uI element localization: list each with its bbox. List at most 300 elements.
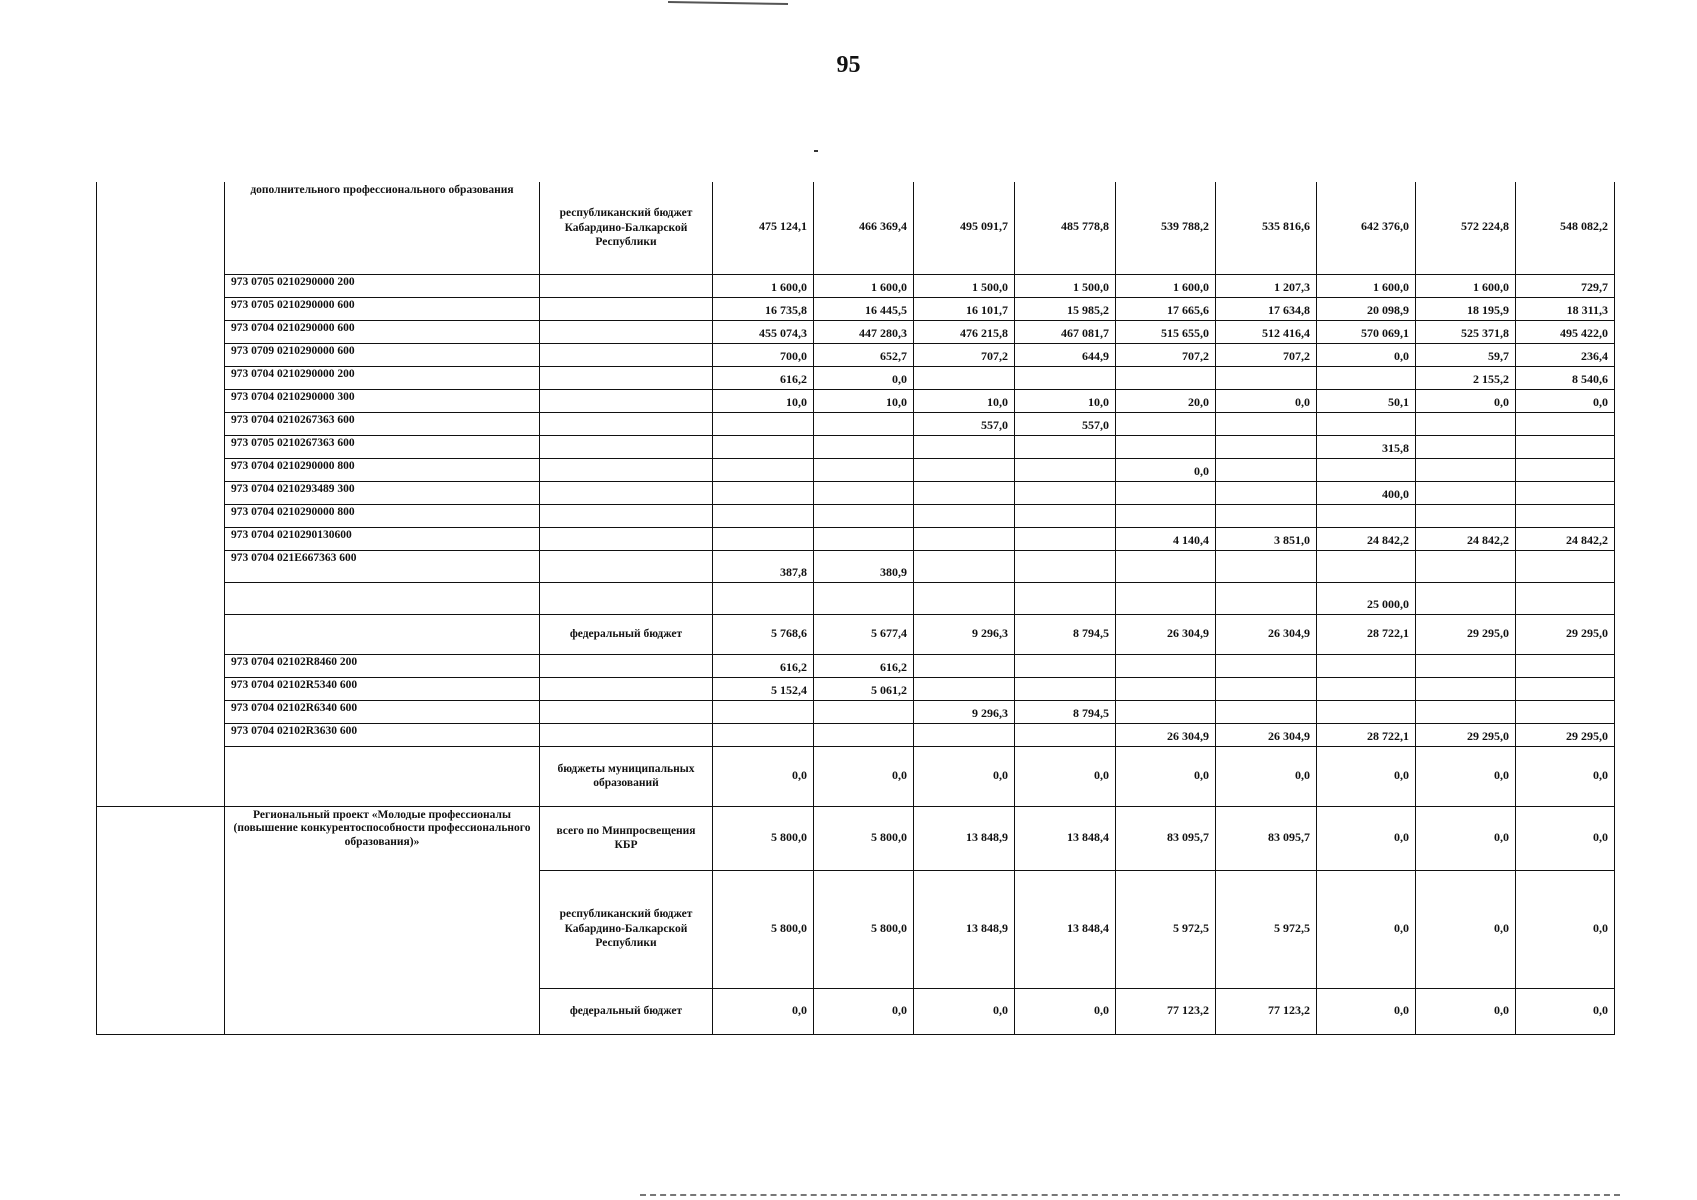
blank-cell <box>97 481 225 504</box>
amount-cell <box>1116 412 1216 435</box>
budget-code: 973 0709 0210290000 600 <box>225 343 540 366</box>
amount-cell <box>1416 412 1516 435</box>
amount-cell: 20 098,9 <box>1317 297 1416 320</box>
amount-cell: 25 000,0 <box>1317 582 1416 614</box>
amount-cell: 3 851,0 <box>1216 527 1317 550</box>
amount-cell: 1 500,0 <box>914 274 1015 297</box>
amount-cell: 0,0 <box>713 988 814 1034</box>
amount-cell <box>814 527 914 550</box>
amount-cell: 0,0 <box>1416 870 1516 988</box>
funding-source: всего по Минпросвещения КБР <box>540 806 713 870</box>
amount-cell <box>1317 366 1416 389</box>
budget-code: 973 0704 021E667363 600 <box>225 550 540 582</box>
amount-cell: 1 600,0 <box>1416 274 1516 297</box>
amount-cell <box>1015 435 1116 458</box>
amount-cell <box>1015 582 1116 614</box>
amount-cell <box>1216 654 1317 677</box>
table-row <box>97 582 1615 614</box>
amount-cell: 16 735,8 <box>713 297 814 320</box>
amount-cell: 24 842,2 <box>1317 527 1416 550</box>
amount-cell <box>1015 458 1116 481</box>
budget-code: 973 0704 0210293489 300 <box>225 481 540 504</box>
amount-cell: 29 295,0 <box>1516 614 1615 654</box>
amount-cell: 5 800,0 <box>713 806 814 870</box>
funding-source: бюджеты муниципальных образований <box>540 746 713 806</box>
amount-cell <box>1216 677 1317 700</box>
blank-cell <box>97 614 225 654</box>
amount-cell <box>914 435 1015 458</box>
amount-cell: 77 123,2 <box>1216 988 1317 1034</box>
funding-source <box>540 723 713 746</box>
amount-cell: 0,0 <box>1317 806 1416 870</box>
amount-cell: 5 800,0 <box>713 870 814 988</box>
amount-cell <box>1216 458 1317 481</box>
amount-cell: 0,0 <box>1416 988 1516 1034</box>
amount-cell: 0,0 <box>1216 746 1317 806</box>
amount-cell: 652,7 <box>814 343 914 366</box>
amount-cell <box>1116 435 1216 458</box>
funding-source <box>540 582 713 614</box>
amount-cell: 466 369,4 <box>814 182 914 274</box>
budget-code: 973 0705 0210290000 600 <box>225 297 540 320</box>
amount-cell <box>1516 412 1615 435</box>
amount-cell: 13 848,4 <box>1015 870 1116 988</box>
budget-code: 973 0704 02102R5340 600 <box>225 677 540 700</box>
amount-cell <box>1416 654 1516 677</box>
table-row <box>97 746 1615 806</box>
amount-cell <box>713 458 814 481</box>
amount-cell <box>1116 504 1216 527</box>
table-row <box>97 504 1615 527</box>
amount-cell: 17 634,8 <box>1216 297 1317 320</box>
funding-source <box>540 274 713 297</box>
amount-cell <box>713 527 814 550</box>
amount-cell: 8 794,5 <box>1015 614 1116 654</box>
amount-cell <box>814 723 914 746</box>
amount-cell <box>1416 435 1516 458</box>
budget-code: 973 0705 0210267363 600 <box>225 435 540 458</box>
amount-cell: 9 296,3 <box>914 700 1015 723</box>
amount-cell: 59,7 <box>1416 343 1516 366</box>
amount-cell <box>1416 550 1516 582</box>
table-row <box>97 182 1615 274</box>
amount-cell: 0,0 <box>1317 343 1416 366</box>
amount-cell: 707,2 <box>1216 343 1317 366</box>
amount-cell <box>814 412 914 435</box>
funding-source <box>540 458 713 481</box>
amount-cell: 0,0 <box>1116 458 1216 481</box>
amount-cell: 17 665,6 <box>1116 297 1216 320</box>
amount-cell: 26 304,9 <box>1216 723 1317 746</box>
amount-cell <box>1416 481 1516 504</box>
amount-cell: 15 985,2 <box>1015 297 1116 320</box>
table-row <box>97 320 1615 343</box>
amount-cell <box>713 723 814 746</box>
budget-code: 973 0705 0210290000 200 <box>225 274 540 297</box>
amount-cell: 0,0 <box>1516 988 1615 1034</box>
amount-cell <box>1516 435 1615 458</box>
page-number: 95 <box>836 52 861 78</box>
funding-source <box>540 527 713 550</box>
amount-cell: 5 677,4 <box>814 614 914 654</box>
amount-cell <box>1516 550 1615 582</box>
amount-cell: 10,0 <box>713 389 814 412</box>
amount-cell <box>914 677 1015 700</box>
funding-source <box>540 504 713 527</box>
amount-cell <box>1015 550 1116 582</box>
amount-cell: 476 215,8 <box>914 320 1015 343</box>
amount-cell <box>713 504 814 527</box>
amount-cell: 26 304,9 <box>1116 614 1216 654</box>
blank-cell <box>97 527 225 550</box>
amount-cell <box>1416 504 1516 527</box>
funding-source <box>540 366 713 389</box>
amount-cell: 16 101,7 <box>914 297 1015 320</box>
amount-cell: 642 376,0 <box>1317 182 1416 274</box>
blank-cell <box>97 343 225 366</box>
amount-cell <box>1015 677 1116 700</box>
amount-cell: 455 074,3 <box>713 320 814 343</box>
amount-cell <box>1516 677 1615 700</box>
amount-cell <box>1516 504 1615 527</box>
amount-cell: 447 280,3 <box>814 320 914 343</box>
amount-cell: 5 800,0 <box>814 870 914 988</box>
amount-cell: 485 778,8 <box>1015 182 1116 274</box>
amount-cell <box>1516 458 1615 481</box>
section-name: дополнительного профессионального образования <box>225 182 540 274</box>
budget-code: 973 0704 0210290000 600 <box>225 320 540 343</box>
amount-cell <box>814 481 914 504</box>
amount-cell: 0,0 <box>1416 746 1516 806</box>
amount-cell: 387,8 <box>713 550 814 582</box>
amount-cell: 700,0 <box>713 343 814 366</box>
amount-cell: 18 195,9 <box>1416 297 1516 320</box>
amount-cell: 707,2 <box>1116 343 1216 366</box>
budget-code: 973 0704 02102R3630 600 <box>225 723 540 746</box>
amount-cell <box>713 412 814 435</box>
scan-artifact-bottom <box>640 1194 1620 1196</box>
amount-cell: 495 091,7 <box>914 182 1015 274</box>
amount-cell <box>1015 504 1116 527</box>
amount-cell <box>1015 481 1116 504</box>
amount-cell <box>1216 481 1317 504</box>
amount-cell: 548 082,2 <box>1516 182 1615 274</box>
amount-cell: 729,7 <box>1516 274 1615 297</box>
amount-cell <box>1116 550 1216 582</box>
amount-cell: 1 600,0 <box>713 274 814 297</box>
budget-code: 973 0704 0210290000 800 <box>225 458 540 481</box>
amount-cell: 467 081,7 <box>1015 320 1116 343</box>
table-row <box>97 654 1615 677</box>
table-row <box>97 297 1615 320</box>
amount-cell: 236,4 <box>1516 343 1615 366</box>
amount-cell: 2 155,2 <box>1416 366 1516 389</box>
budget-code <box>225 614 540 654</box>
blank-cell <box>97 550 225 582</box>
amount-cell <box>1216 366 1317 389</box>
table-row <box>97 614 1615 654</box>
budget-code: 973 0704 0210290130600 <box>225 527 540 550</box>
blank-cell <box>97 297 225 320</box>
scan-artifact-dot <box>814 150 818 152</box>
amount-cell <box>914 550 1015 582</box>
blank-cell <box>97 366 225 389</box>
amount-cell: 570 069,1 <box>1317 320 1416 343</box>
scan-artifact-top <box>668 1 788 8</box>
amount-cell <box>1416 700 1516 723</box>
amount-cell: 0,0 <box>814 746 914 806</box>
amount-cell: 50,1 <box>1317 389 1416 412</box>
table-row <box>97 412 1615 435</box>
table-row <box>97 435 1615 458</box>
amount-cell: 13 848,9 <box>914 870 1015 988</box>
amount-cell: 10,0 <box>814 389 914 412</box>
amount-cell <box>914 527 1015 550</box>
amount-cell: 0,0 <box>814 988 914 1034</box>
amount-cell: 83 095,7 <box>1116 806 1216 870</box>
amount-cell <box>814 582 914 614</box>
table-row <box>97 806 1615 870</box>
amount-cell: 380,9 <box>814 550 914 582</box>
amount-cell: 16 445,5 <box>814 297 914 320</box>
amount-cell: 9 296,3 <box>914 614 1015 654</box>
amount-cell: 5 800,0 <box>814 806 914 870</box>
amount-cell <box>814 458 914 481</box>
amount-cell: 0,0 <box>713 746 814 806</box>
amount-cell: 535 816,6 <box>1216 182 1317 274</box>
amount-cell <box>914 458 1015 481</box>
amount-cell <box>1416 582 1516 614</box>
amount-cell <box>814 700 914 723</box>
amount-cell <box>1015 527 1116 550</box>
table-row <box>97 366 1615 389</box>
blank-cell <box>97 435 225 458</box>
amount-cell <box>1416 677 1516 700</box>
amount-cell: 5 972,5 <box>1116 870 1216 988</box>
amount-cell: 525 371,8 <box>1416 320 1516 343</box>
table-row <box>97 481 1615 504</box>
amount-cell: 1 207,3 <box>1216 274 1317 297</box>
amount-cell <box>1516 700 1615 723</box>
amount-cell: 5 152,4 <box>713 677 814 700</box>
amount-cell: 29 295,0 <box>1516 723 1615 746</box>
blank-cell <box>97 746 225 806</box>
project-name: Региональный проект «Молодые профессионалы (повышение конкурентоспособности профессионального образования)» <box>225 806 540 1034</box>
amount-cell: 5 768,6 <box>713 614 814 654</box>
amount-cell <box>914 504 1015 527</box>
funding-source <box>540 412 713 435</box>
amount-cell <box>814 435 914 458</box>
amount-cell <box>713 700 814 723</box>
amount-cell: 572 224,8 <box>1416 182 1516 274</box>
amount-cell: 0,0 <box>1317 870 1416 988</box>
amount-cell <box>1116 582 1216 614</box>
amount-cell: 0,0 <box>914 988 1015 1034</box>
amount-cell: 1 600,0 <box>1317 274 1416 297</box>
blank-cell <box>97 504 225 527</box>
funding-source <box>540 677 713 700</box>
amount-cell <box>814 504 914 527</box>
amount-cell: 77 123,2 <box>1116 988 1216 1034</box>
amount-cell: 24 842,2 <box>1416 527 1516 550</box>
blank-cell <box>97 458 225 481</box>
amount-cell: 13 848,4 <box>1015 806 1116 870</box>
amount-cell <box>1516 481 1615 504</box>
amount-cell: 29 295,0 <box>1416 614 1516 654</box>
amount-cell: 4 140,4 <box>1116 527 1216 550</box>
amount-cell: 0,0 <box>1015 988 1116 1034</box>
table-row <box>97 343 1615 366</box>
blank-cell <box>97 700 225 723</box>
blank-cell <box>97 182 225 274</box>
amount-cell <box>1216 412 1317 435</box>
amount-cell: 0,0 <box>1216 389 1317 412</box>
funding-source <box>540 343 713 366</box>
amount-cell: 20,0 <box>1116 389 1216 412</box>
amount-cell <box>713 481 814 504</box>
amount-cell <box>1015 654 1116 677</box>
amount-cell: 26 304,9 <box>1216 614 1317 654</box>
amount-cell: 616,2 <box>713 366 814 389</box>
amount-cell <box>1216 582 1317 614</box>
amount-cell <box>1116 677 1216 700</box>
funding-source <box>540 389 713 412</box>
blank-cell <box>97 723 225 746</box>
amount-cell: 0,0 <box>814 366 914 389</box>
table-row <box>97 550 1615 582</box>
amount-cell <box>1216 504 1317 527</box>
amount-cell <box>914 481 1015 504</box>
blank-cell <box>97 654 225 677</box>
amount-cell <box>1317 412 1416 435</box>
amount-cell: 557,0 <box>1015 412 1116 435</box>
table-row <box>97 700 1615 723</box>
amount-cell: 10,0 <box>1015 389 1116 412</box>
amount-cell <box>1416 458 1516 481</box>
amount-cell <box>1216 550 1317 582</box>
amount-cell <box>1116 700 1216 723</box>
amount-cell: 0,0 <box>1416 806 1516 870</box>
funding-source <box>540 550 713 582</box>
amount-cell <box>1116 366 1216 389</box>
amount-cell: 24 842,2 <box>1516 527 1615 550</box>
amount-cell: 8 540,6 <box>1516 366 1615 389</box>
funding-source <box>540 297 713 320</box>
amount-cell: 707,2 <box>914 343 1015 366</box>
funding-source <box>540 320 713 343</box>
amount-cell <box>1216 435 1317 458</box>
amount-cell: 400,0 <box>1317 481 1416 504</box>
funding-source <box>540 654 713 677</box>
table-row <box>97 274 1615 297</box>
amount-cell: 0,0 <box>1116 746 1216 806</box>
amount-cell: 1 500,0 <box>1015 274 1116 297</box>
budget-code: 973 0704 02102R6340 600 <box>225 700 540 723</box>
amount-cell: 10,0 <box>914 389 1015 412</box>
amount-cell <box>1317 700 1416 723</box>
amount-cell: 29 295,0 <box>1416 723 1516 746</box>
funding-source: республиканский бюджет Кабардино-Балкарской Республики <box>540 182 713 274</box>
amount-cell <box>1516 654 1615 677</box>
amount-cell: 0,0 <box>914 746 1015 806</box>
amount-cell <box>1317 504 1416 527</box>
amount-cell <box>713 435 814 458</box>
amount-cell <box>1216 700 1317 723</box>
amount-cell: 0,0 <box>1416 389 1516 412</box>
amount-cell: 1 600,0 <box>814 274 914 297</box>
funding-source <box>540 700 713 723</box>
blank-cell <box>97 582 225 614</box>
budget-code: 973 0704 0210290000 800 <box>225 504 540 527</box>
amount-cell: 616,2 <box>814 654 914 677</box>
blank-cell <box>97 677 225 700</box>
amount-cell: 8 794,5 <box>1015 700 1116 723</box>
amount-cell: 5 061,2 <box>814 677 914 700</box>
amount-cell <box>713 582 814 614</box>
amount-cell <box>914 654 1015 677</box>
amount-cell <box>1116 654 1216 677</box>
amount-cell: 315,8 <box>1317 435 1416 458</box>
amount-cell <box>1317 677 1416 700</box>
blank-cell <box>97 389 225 412</box>
amount-cell: 5 972,5 <box>1216 870 1317 988</box>
table-row <box>97 677 1615 700</box>
amount-cell: 0,0 <box>1516 389 1615 412</box>
budget-code: 973 0704 0210267363 600 <box>225 412 540 435</box>
amount-cell: 13 848,9 <box>914 806 1015 870</box>
amount-cell <box>914 723 1015 746</box>
amount-cell <box>1015 723 1116 746</box>
amount-cell <box>1116 481 1216 504</box>
amount-cell: 28 722,1 <box>1317 723 1416 746</box>
amount-cell <box>914 582 1015 614</box>
table-row <box>97 389 1615 412</box>
amount-cell: 0,0 <box>1516 806 1615 870</box>
table-row <box>97 527 1615 550</box>
amount-cell: 644,9 <box>1015 343 1116 366</box>
funding-source <box>540 435 713 458</box>
amount-cell: 0,0 <box>1317 746 1416 806</box>
amount-cell: 0,0 <box>1015 746 1116 806</box>
amount-cell: 1 600,0 <box>1116 274 1216 297</box>
amount-cell <box>1015 366 1116 389</box>
blank-cell <box>97 320 225 343</box>
amount-cell: 0,0 <box>1516 746 1615 806</box>
amount-cell: 557,0 <box>914 412 1015 435</box>
amount-cell: 18 311,3 <box>1516 297 1615 320</box>
budget-code <box>225 746 540 806</box>
amount-cell <box>1317 654 1416 677</box>
blank-cell <box>97 806 225 1034</box>
table-row <box>97 723 1615 746</box>
amount-cell: 512 416,4 <box>1216 320 1317 343</box>
amount-cell <box>914 366 1015 389</box>
funding-source: республиканский бюджет Кабардино-Балкарской Республики <box>540 870 713 988</box>
funding-source: федеральный бюджет <box>540 614 713 654</box>
amount-cell: 616,2 <box>713 654 814 677</box>
budget-code: 973 0704 0210290000 300 <box>225 389 540 412</box>
funding-source <box>540 481 713 504</box>
amount-cell: 83 095,7 <box>1216 806 1317 870</box>
budget-table <box>96 182 1615 1035</box>
blank-cell <box>97 274 225 297</box>
amount-cell: 515 655,0 <box>1116 320 1216 343</box>
budget-code: 973 0704 02102R8460 200 <box>225 654 540 677</box>
amount-cell: 0,0 <box>1516 870 1615 988</box>
table-row <box>97 458 1615 481</box>
amount-cell: 495 422,0 <box>1516 320 1615 343</box>
blank-cell <box>97 412 225 435</box>
